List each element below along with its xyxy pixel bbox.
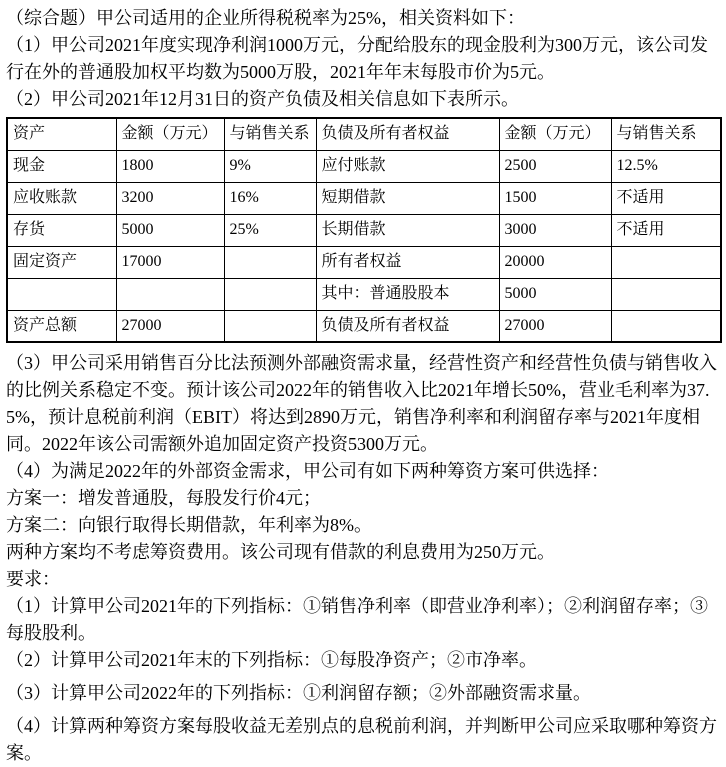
table-cell: 其中：普通股股本 (316, 278, 499, 310)
table-cell: 现金 (7, 150, 116, 182)
requirements-label: 要求： (6, 569, 60, 589)
fact-item-4: （4）为满足2022年的外部资金需求，甲公司有如下两种筹资方案可供选择： (6, 461, 609, 481)
table-cell: 25% (224, 214, 316, 246)
table-cell: 2500 (499, 150, 611, 182)
table-cell: 应收账款 (7, 182, 116, 214)
table-cell: 不适用 (611, 182, 721, 214)
table-row (7, 150, 721, 182)
table-cell: 长期借款 (316, 214, 499, 246)
table-row (7, 182, 721, 214)
table-cell: 5000 (116, 214, 224, 246)
balance-sheet-table (6, 117, 722, 343)
table-cell (611, 246, 721, 278)
table-header-cell: 与销售关系 (611, 118, 721, 150)
table-cell: 5000 (499, 278, 611, 310)
question-intro: （综合题）甲公司适用的企业所得税税率为25%，相关资料如下： (6, 8, 525, 28)
table-cell (116, 278, 224, 310)
table-cell: 27000 (116, 310, 224, 342)
table-cell: 应付账款 (316, 150, 499, 182)
table-cell (611, 278, 721, 310)
table-header-cell: 金额（万元） (499, 118, 611, 150)
table-cell: 资产总额 (7, 310, 116, 342)
table-cell: 9% (224, 150, 316, 182)
requirement-2: （2）计算甲公司2021年末的下列指标：①每股净资产；②市净率。 (6, 650, 537, 670)
table-cell: 1800 (116, 150, 224, 182)
table-cell: 16% (224, 182, 316, 214)
table-row (7, 310, 721, 342)
table-cell: 不适用 (611, 214, 721, 246)
table-cell: 1500 (499, 182, 611, 214)
table-cell (224, 246, 316, 278)
financing-plan-2: 方案二：向银行取得长期借款，年利率为8%。 (6, 515, 372, 535)
fact-item-2: （2）甲公司2021年12月31日的资产负债及相关信息如下表所示。 (6, 89, 519, 109)
table-cell: 存货 (7, 214, 116, 246)
financing-plan-1: 方案一：增发普通股，每股发行价4元； (6, 488, 321, 508)
table-header-cell: 金额（万元） (116, 118, 224, 150)
requirement-4: （4）计算两种筹资方案每股收益无差别点的息税前利润，并判断甲公司应采取哪种筹资方案。 (6, 716, 717, 763)
table-cell (611, 310, 721, 342)
table-cell: 27000 (499, 310, 611, 342)
table-cell: 固定资产 (7, 246, 116, 278)
table-cell: 12.5% (611, 150, 721, 182)
table-cell: 负债及所有者权益 (316, 310, 499, 342)
table-cell: 所有者权益 (316, 246, 499, 278)
plan-note: 两种方案均不考虑筹资费用。该公司现有借款的利息费用为250万元。 (6, 542, 555, 562)
table-header-cell: 负债及所有者权益 (316, 118, 499, 150)
fact-item-1: （1）甲公司2021年度实现净利润1000万元，分配给股东的现金股利为300万元，该公司发行在外的普通股加权平均数为5000万股，2021年年末每股市价为5元。 (6, 35, 708, 82)
table-row (7, 214, 721, 246)
table-cell (224, 310, 316, 342)
table-cell: 短期借款 (316, 182, 499, 214)
table-cell: 3200 (116, 182, 224, 214)
fact-item-3: （3）甲公司采用销售百分比法预测外部融资需求量，经营性资产和经营性负债与销售收入的比例关系稳定不变。预计该公司2022年的销售收入比2021年增长50%，营业毛利率为37.5%，预计息税前利润（EBIT）将达到2890万元，销售净利率和利润留存率与2021年度相同。2022年该公司需额外追加固定资产投资5300万元。 (6, 353, 717, 454)
requirement-3: （3）计算甲公司2022年的下列指标：①利润留存额；②外部融资需求量。 (6, 683, 591, 703)
table-cell: 3000 (499, 214, 611, 246)
table-header-row (7, 118, 721, 150)
table-cell (224, 278, 316, 310)
table-cell: 20000 (499, 246, 611, 278)
table-row (7, 278, 721, 310)
table-cell (7, 278, 116, 310)
requirement-1: （1）计算甲公司2021年的下列指标：①销售净利率（即营业净利率）；②利润留存率；③每股股利。 (6, 596, 708, 643)
table-row (7, 246, 721, 278)
table-cell: 17000 (116, 246, 224, 278)
table-header-cell: 资产 (7, 118, 116, 150)
table-header-cell: 与销售关系 (224, 118, 316, 150)
